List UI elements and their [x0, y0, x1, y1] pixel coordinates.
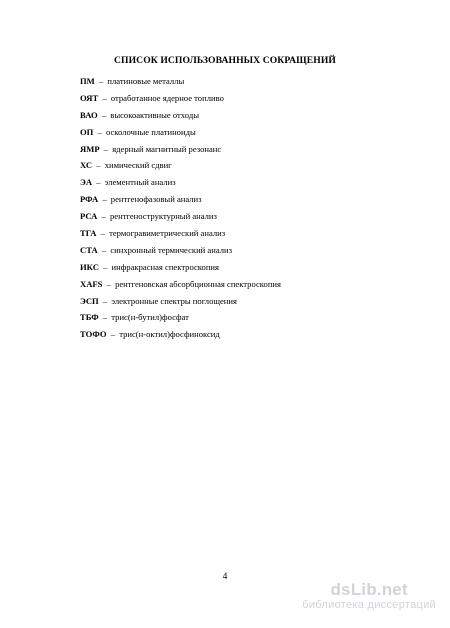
abbreviation-term: ВАО: [80, 109, 98, 120]
abbreviation-definition: трис(н-бутил)фосфат: [111, 312, 189, 323]
abbreviation-term: ТОФО: [80, 329, 107, 340]
separator-dash: –: [100, 228, 105, 239]
abbreviation-term: ЭА: [80, 177, 93, 188]
separator-dash: –: [102, 295, 108, 306]
abbreviation-list: [80, 73, 281, 343]
page-title: СПИСОК ИСПОЛЬЗОВАННЫХ СОКРАЩЕНИЙ: [114, 55, 336, 66]
separator-dash: –: [103, 143, 109, 154]
abbreviation-definition: электронные спектры поглощения: [111, 295, 237, 306]
abbreviation-term: ПМ: [80, 76, 95, 86]
separator-dash: –: [96, 160, 101, 171]
separator-dash: –: [101, 109, 107, 120]
abbreviation-term: XAFS: [80, 278, 103, 289]
abbreviation-term: ОЯТ: [80, 92, 99, 103]
list-item: [80, 309, 281, 326]
abbreviation-term: ЭСП: [80, 295, 99, 306]
abbreviation-definition: синхронный термический анализ: [110, 244, 232, 255]
separator-dash: –: [102, 194, 107, 205]
abbreviation-definition: осколочные платиноиды: [105, 126, 196, 137]
list-item: [80, 191, 281, 208]
separator-dash: –: [101, 211, 106, 222]
watermark-tagline: библиотека диссертаций: [302, 599, 436, 611]
abbreviation-term: ЯМР: [80, 143, 100, 154]
abbreviation-definition: инфракрасная спектроскопия: [111, 261, 219, 272]
abbreviation-definition: ядерный магнитный резонанс: [112, 143, 222, 154]
page-number: 4: [222, 572, 228, 582]
list-item: [80, 141, 281, 158]
watermark: [302, 581, 436, 612]
list-item: [80, 90, 281, 107]
list-item: [80, 208, 281, 225]
abbreviation-definition: рентгенофазовый анализ: [110, 194, 202, 205]
list-item: [80, 174, 281, 191]
separator-dash: –: [97, 126, 102, 137]
separator-dash: –: [103, 261, 108, 272]
list-item: [80, 107, 281, 124]
list-item: [80, 326, 281, 343]
list-item: [80, 225, 281, 242]
abbreviation-definition: химический сдвиг: [104, 160, 172, 171]
abbreviation-term: РСА: [80, 211, 98, 222]
separator-dash: –: [98, 76, 104, 86]
abbreviation-term: ОП: [80, 126, 94, 137]
abbreviation-definition: высокоактивные отходы: [110, 109, 199, 120]
abbreviation-term: ИКС: [80, 261, 99, 272]
watermark-logo: dsLib.net: [330, 580, 408, 599]
separator-dash: –: [96, 177, 101, 188]
abbreviation-term: ТБФ: [80, 312, 99, 323]
list-item: [80, 276, 281, 293]
abbreviation-term: ТГА: [80, 228, 97, 239]
abbreviation-term: ХС: [80, 160, 93, 171]
list-item: [80, 124, 281, 141]
abbreviation-definition: термогравиметрический анализ: [109, 228, 226, 239]
abbreviation-term: РФА: [80, 194, 99, 205]
list-item: [80, 259, 281, 276]
separator-dash: –: [101, 244, 107, 255]
abbreviation-definition: платиновые металлы: [107, 76, 185, 86]
separator-dash: –: [102, 92, 107, 103]
separator-dash: –: [110, 329, 116, 340]
separator-dash: –: [106, 278, 111, 289]
abbreviation-term: СТА: [80, 244, 98, 255]
separator-dash: –: [102, 312, 108, 323]
abbreviation-definition: элементный анализ: [104, 177, 176, 188]
abbreviation-definition: трис(н-октил)фосфиноксид: [119, 329, 220, 340]
abbreviation-definition: рентгеноструктурный анализ: [109, 211, 217, 222]
list-item: [80, 157, 281, 174]
abbreviation-definition: отработанное ядерное топливо: [110, 92, 224, 103]
list-item: [80, 242, 281, 259]
list-item: [80, 293, 281, 310]
abbreviation-definition: рентгеновская абсорбционная спектроскопия: [115, 278, 281, 289]
list-item: [80, 73, 281, 90]
